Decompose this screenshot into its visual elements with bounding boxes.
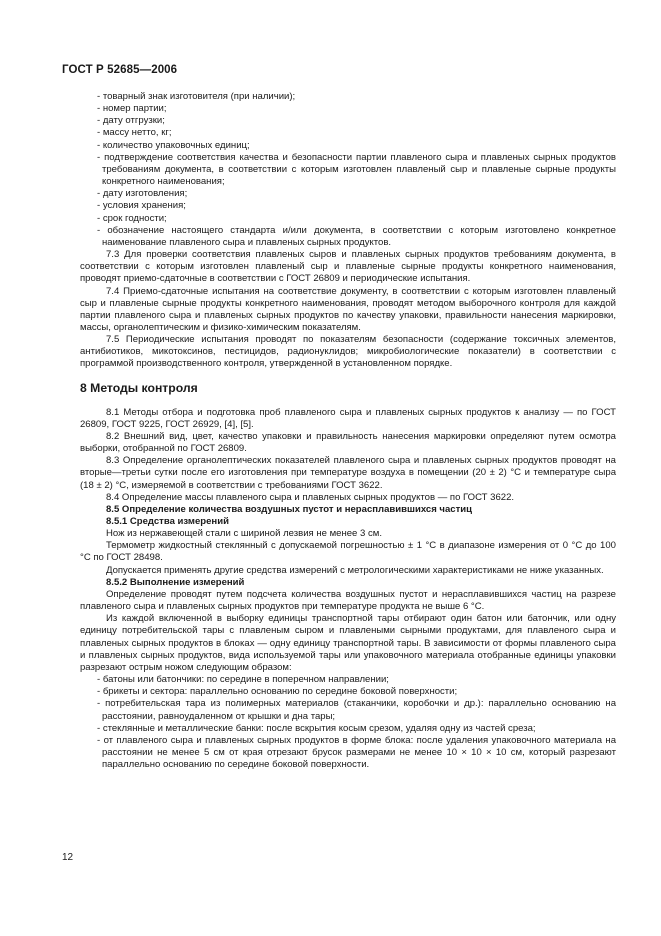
list-item: - товарный знак изготовителя (при наличии); (97, 91, 296, 102)
paragraph-7-5: 7.5 Периодические испытания проводят по показателям безопасности (содержание токсичных элементов, антибиотиков, микотоксинов, пестицидов, радионуклидов; микробиологические показатели) в соответствии с программой производственного контроля, утвержденной в установленном порядке. (80, 334, 616, 370)
section-8-title: 8 Методы контроля (80, 380, 198, 395)
subsection-8-5-2-heading: 8.5.2 Выполнение измерений (106, 576, 245, 588)
list-item: - условия хранения; (97, 200, 186, 212)
list-item: - потребительская тара из полимерных материалов (стаканчики, коробочки и др.): параллельно основанию на расстоянии, равноудаленном от крышки и дна тары; (97, 698, 616, 722)
list-item: - массу нетто, кг; (97, 127, 172, 139)
list-item: - дату изготовления; (97, 188, 188, 200)
page-number: 12 (62, 852, 74, 863)
list-item: - срок годности; (97, 212, 167, 224)
paragraph-8-2: 8.2 Внешний вид, цвет, качество упаковки и правильность нанесения маркировки определяют путем осмотра выборки, отобранной по ГОСТ 26809. (80, 430, 616, 455)
paragraph-knife: Нож из нержавеющей стали с шириной лезвия не менее 3 см. (106, 528, 382, 540)
paragraph-thermometer: Термометр жидкостный стеклянный с допускаемой погрешностью ± 1 °С в диапазоне измерения от 0 °С до 100 °С по ГОСТ 28498. (80, 540, 616, 564)
list-item: - номер партии; (97, 103, 167, 115)
paragraph-7-4: 7.4 Приемо-сдаточные испытания на соответствие документу, в соответствии с которым изготовлен плавленый сыр и плавленые сырные продукты конкретного наименования, проводят методом выборочного контроля для каждой партии плавленого сыра и плавленых сырных продуктов по качеству упаковки, правильности нанесения маркировки, массы, органолептическим и физико-химическим показателям. (80, 285, 616, 333)
paragraph-determination: Определение проводят путем подсчета количества воздушных пустот и нерасплавившихся частиц на разрезе плавленого сыра и плавленых сырных продуктов при температуре продукта не выше 6 °С. (80, 588, 616, 613)
list-item: - подтверждение соответствия качества и безопасности партии плавленого сыра и плавленых сырных продуктов требованиям документа, в соответствии с которым изготовлен плавленый сыр и плавленые сырные продукты конкретного наименования; (97, 151, 616, 188)
list-item: - дату отгрузки; (97, 115, 165, 127)
subsection-8-5-heading: 8.5 Определение количества воздушных пустот и нерасплавившихся частиц (106, 503, 473, 515)
list-item: - батоны или батончики: по середине в поперечном направлении; (97, 674, 389, 686)
paragraph-8-3: 8.3 Определение органолептических показателей плавленого сыра и плавленых сырных продуктов проводят на вторые—третьи сутки после его изготовления при температуре воздуха в помещении (20 ± 2) °С и температуре сыра (18 ± 2) °С, измеряемой в соответствии с требованиями ГОСТ 3622. (80, 455, 616, 491)
list-item: - стеклянные и металлические банки: после вскрытия косым срезом, удаляя одну из частей среза; (97, 722, 536, 734)
list-item: - от плавленого сыра и плавленых сырных продуктов в форме блока: после удаления упаковочного материала на расстоянии не менее 5 см от края отрезают брусок размерами не менее 10 × 10 × 10 см, который разрезают параллельно основанию по середине боковой поверхности. (97, 734, 616, 771)
list-item: - брикеты и сектора: параллельно основанию по середине боковой поверхности; (97, 686, 458, 698)
list-item: - обозначение настоящего стандарта и/или документа, в соответствии с которым изготовлено конкретное наименование плавленого сыра и плавленых сырных продуктов. (97, 224, 616, 248)
paragraph-sampling: Из каждой включенной в выборку единицы транспортной тары отбирают один батон или батончик, или одну единицу потребительской тары с плавленым сыром и плавлеными сырными продуктами, для плавленого сыра и плавленых сырных продуктов в блоках — одну единицу транспортной тары. В зависимости от формы плавленого сыра и плавленых сырных продуктов, вида используемой тары или упаковочного материала отобранные единицы упаковки разрезают острым ножом следующим образом: (80, 613, 616, 673)
standard-header: ГОСТ Р 52685—2006 (62, 64, 178, 76)
list-item: - количество упаковочных единиц; (97, 139, 250, 151)
paragraph-8-1: 8.1 Методы отбора и подготовка проб плавленого сыра и плавленых сырных продуктов к анализу — по ГОСТ 26809, ГОСТ 9225, ГОСТ 26929, [4], [5]. (80, 406, 616, 430)
paragraph-8-4: 8.4 Определение массы плавленого сыра и плавленых сырных продуктов — по ГОСТ 3622. (106, 491, 515, 503)
paragraph-7-3: 7.3 Для проверки соответствия плавленых сыров и плавленых сырных продуктов требованиям документа, в соответствии с которым изготовлен плавленый сыр и плавленые сырные продукты конкретного наименования, проводят приемо-сдаточные в соответствии с ГОСТ 26809 и периодические испытания. (80, 249, 616, 285)
paragraph-allowed-instruments: Допускается применять другие средства измерений с метрологическими характеристиками не ниже указанных. (106, 564, 604, 576)
page-content (80, 91, 616, 771)
subsection-8-5-1-heading: 8.5.1 Средства измерений (106, 516, 229, 527)
